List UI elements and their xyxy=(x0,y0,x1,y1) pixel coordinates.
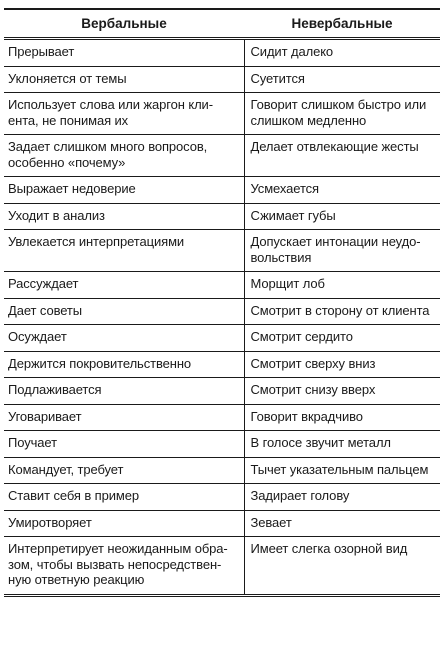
verbal-cell: Рассуждает xyxy=(4,272,244,299)
verbal-cell: Держится покровительственно xyxy=(4,351,244,378)
nonverbal-cell: Морщит лоб xyxy=(244,272,440,299)
table-row xyxy=(4,484,440,511)
verbal-cell: Уклоняется от темы xyxy=(4,66,244,93)
verbal-cell: Использует слова или жаргон кли- ента, не понимая их xyxy=(4,93,244,135)
table-row xyxy=(4,272,440,299)
nonverbal-cell: Делает отвлекающие жесты xyxy=(244,135,440,177)
verbal-cell: Выражает недоверие xyxy=(4,177,244,204)
verbal-cell: Поучает xyxy=(4,431,244,458)
nonverbal-cell: Смотрит снизу вверх xyxy=(244,378,440,405)
verbal-cell: Дает советы xyxy=(4,298,244,325)
table-row xyxy=(4,203,440,230)
verbal-cell: Ставит себя в пример xyxy=(4,484,244,511)
nonverbal-cell: Смотрит в сторону от клиента xyxy=(244,298,440,325)
table-row xyxy=(4,66,440,93)
nonverbal-cell: Задирает голову xyxy=(244,484,440,511)
table-row xyxy=(4,230,440,272)
nonverbal-cell: Смотрит сверху вниз xyxy=(244,351,440,378)
table-row xyxy=(4,325,440,352)
table-header xyxy=(4,9,440,39)
verbal-cell: Командует, требует xyxy=(4,457,244,484)
verbal-cell: Увлекается интерпретациями xyxy=(4,230,244,272)
nonverbal-cell: Сидит далеко xyxy=(244,39,440,67)
table-row xyxy=(4,93,440,135)
table-row xyxy=(4,378,440,405)
header-nonverbal: Невербальные xyxy=(244,9,440,39)
verbal-cell: Умиротворяет xyxy=(4,510,244,537)
nonverbal-cell: Сжимает губы xyxy=(244,203,440,230)
table-row xyxy=(4,510,440,537)
nonverbal-cell: Имеет слегка озорной вид xyxy=(244,537,440,596)
table-row xyxy=(4,298,440,325)
nonverbal-cell: В голосе звучит металл xyxy=(244,431,440,458)
nonverbal-cell: Тычет указательным пальцем xyxy=(244,457,440,484)
nonverbal-cell: Говорит вкрадчиво xyxy=(244,404,440,431)
nonverbal-cell: Допускает интонации неудо- вольствия xyxy=(244,230,440,272)
nonverbal-cell: Усмехается xyxy=(244,177,440,204)
nonverbal-cell: Говорит слишком быстро или слишком медленно xyxy=(244,93,440,135)
table-row xyxy=(4,431,440,458)
table-row xyxy=(4,537,440,596)
verbal-cell: Уходит в анализ xyxy=(4,203,244,230)
verbal-cell: Уговаривает xyxy=(4,404,244,431)
behaviors-table xyxy=(4,8,440,597)
verbal-cell: Подлаживается xyxy=(4,378,244,405)
nonverbal-cell: Смотрит сердито xyxy=(244,325,440,352)
table-body xyxy=(4,39,440,596)
verbal-cell: Осуждает xyxy=(4,325,244,352)
verbal-cell: Прерывает xyxy=(4,39,244,67)
table-row xyxy=(4,39,440,67)
nonverbal-cell: Суетится xyxy=(244,66,440,93)
verbal-cell: Задает слишком много вопросов, особенно «почему» xyxy=(4,135,244,177)
table-row xyxy=(4,177,440,204)
verbal-cell: Интерпретирует неожиданным обра- зом, чтобы вызвать непосредствен- ную ответную реакцию xyxy=(4,537,244,596)
table-row xyxy=(4,135,440,177)
table-row xyxy=(4,404,440,431)
nonverbal-cell: Зевает xyxy=(244,510,440,537)
header-row xyxy=(4,9,440,39)
table-row xyxy=(4,457,440,484)
header-verbal: Вербальные xyxy=(4,9,244,39)
table-row xyxy=(4,351,440,378)
